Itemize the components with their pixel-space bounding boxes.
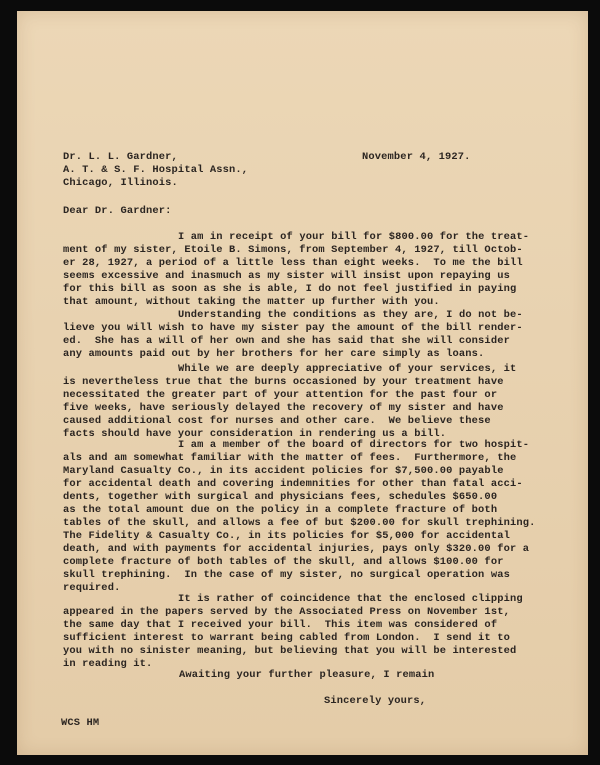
recipient-line: Dr. L. L. Gardner, (63, 151, 178, 163)
paragraph-line: ed. She has a will of her own and she has said that she will consider (63, 335, 510, 347)
typist-initials: WCS HM (61, 717, 100, 729)
paragraph-line: skull trephining. In the case of my sister, no surgical operation was (63, 569, 510, 581)
paragraph-line: lieve you will wish to have my sister pay the amount of the bill render- (63, 322, 523, 334)
paragraph-line: for accidental death and covering indemnities for other than fatal acci- (63, 478, 523, 490)
paragraph-line: required. (63, 582, 121, 594)
paragraph-line: als and am somewhat familiar with the matter of fees. Furthermore, the (63, 452, 517, 464)
paragraph-line: five weeks, have seriously delayed the recovery of my sister and have (63, 402, 504, 414)
paragraph-line: that amount, without taking the matter up further with you. (63, 296, 440, 308)
paragraph-line: It is rather of coincidence that the enclosed clipping (178, 593, 523, 605)
paragraph-line: caused additional cost for nurses and other care. We believe these (63, 415, 491, 427)
paragraph-line: as the total amount due on the policy in a complete fracture of both (63, 504, 498, 516)
paragraph-line: seems excessive and inasmuch as my sister will insist upon repaying us (63, 270, 510, 282)
paragraph-line: facts should have your consideration in rendering us a bill. (63, 428, 447, 440)
paragraph-line: necessitated the greater part of your attention for the past four or (63, 389, 498, 401)
recipient-line: A. T. & S. F. Hospital Assn., (63, 164, 249, 176)
paragraph-line: is nevertheless true that the burns occasioned by your treatment have (63, 376, 504, 388)
paragraph-line: complete fracture of both tables of the skull, and allows $100.00 for (63, 556, 504, 568)
closing-line: Awaiting your further pleasure, I remain (179, 669, 435, 681)
paragraph-line: While we are deeply appreciative of your services, it (178, 363, 517, 375)
paragraph-line: er 28, 1927, a period of a little less than eight weeks. To me the bill (63, 257, 523, 269)
paragraph-line: I am in receipt of your bill for $800.00 for the treat- (178, 231, 530, 243)
paragraph-line: death, and with payments for accidental injuries, pays only $320.00 for a (63, 543, 530, 555)
paragraph-line: sufficient interest to warrant being cabled from London. I send it to (63, 632, 510, 644)
paragraph-line: dents, together with surgical and physicians fees, schedules $650.00 (63, 491, 498, 503)
paragraph-line: for this bill as soon as she is able, I do not feel justified in paying (63, 283, 517, 295)
paragraph-line: appeared in the papers served by the Associated Press on November 1st, (63, 606, 510, 618)
paragraph-line: you with no sinister meaning, but believing that you will be interested (63, 645, 517, 657)
recipient-address (63, 151, 248, 190)
paragraph-line: ment of my sister, Etoile B. Simons, from September 4, 1927, till Octob- (63, 244, 523, 256)
paragraph-line: Maryland Casualty Co., in its accident policies for $7,500.00 payable (63, 465, 504, 477)
paragraph-line: The Fidelity & Casualty Co., in its policies for $5,000 for accidental (63, 530, 510, 542)
salutation: Dear Dr. Gardner: (63, 205, 172, 217)
letter-date: November 4, 1927. (362, 151, 471, 163)
paragraph-line: in reading it. (63, 658, 153, 670)
paragraph-line: I am a member of the board of directors for two hospit- (178, 439, 530, 451)
complimentary-close: Sincerely yours, (324, 695, 427, 707)
paragraph-line: any amounts paid out by her brothers for her care simply as loans. (63, 348, 485, 360)
recipient-line: Chicago, Illinois. (63, 177, 178, 189)
letter-page (17, 11, 588, 755)
paragraph-line: the same day that I received your bill. This item was considered of (63, 619, 498, 631)
paragraph-line: Understanding the conditions as they are, I do not be- (178, 309, 523, 321)
paragraph-line: tables of the skull, and allows a fee of but $200.00 for skull trephining. (63, 517, 536, 529)
